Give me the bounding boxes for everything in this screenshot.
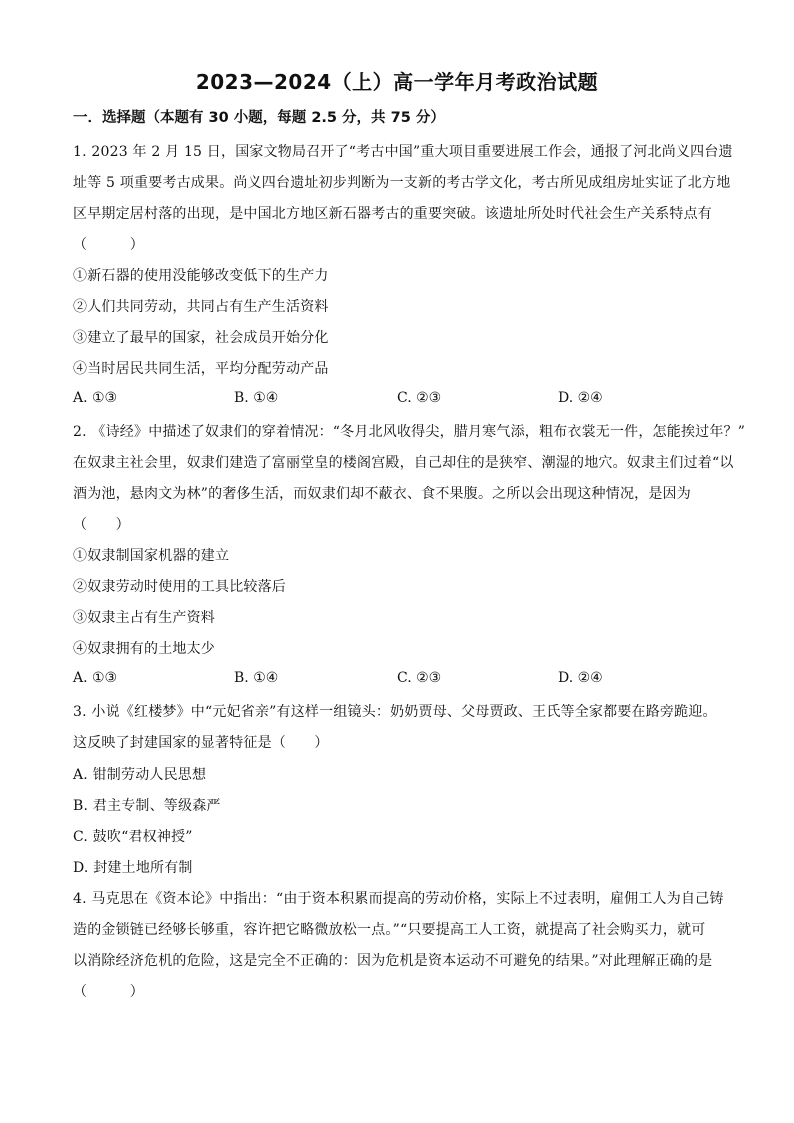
q2-option-d[interactable]: D. ②④ bbox=[558, 670, 603, 686]
q3-option-a[interactable]: A. 钳制劳动人民思想 bbox=[73, 767, 207, 783]
q2-answer-blank: （ ） bbox=[73, 517, 130, 533]
q1-option-d[interactable]: D. ②④ bbox=[558, 390, 603, 406]
q1-item: ①新石器的使用没能够改变低下的生产力 bbox=[73, 268, 329, 284]
q1-answer-blank: （ ） bbox=[73, 237, 144, 253]
q1-item: ④当时居民共同生活，平均分配劳动产品 bbox=[73, 361, 329, 377]
q1-item: ②人们共同劳动，共同占有生产生活资料 bbox=[73, 299, 329, 315]
q2-option-c[interactable]: C. ②③ bbox=[397, 670, 442, 686]
q3-option-c[interactable]: C. 鼓吹“君权神授” bbox=[73, 829, 193, 845]
q1-stem-line: 址等 5 项重要考古成果。尚义四台遗址初步判断为一支新的考古学文化，考古所见成组房址实证了北方地 bbox=[73, 175, 731, 191]
q4-answer-blank: （ ） bbox=[73, 984, 144, 1000]
q1-option-c[interactable]: C. ②③ bbox=[397, 390, 442, 406]
q4-stem-line: 4. 马克思在《资本论》中指出：“由于资本积累而提高的劳动价格，实际上不过表明，雇佣工人为自己铸 bbox=[73, 891, 724, 907]
section-heading: 一．选择题（本题有 30 小题，每题 2.5 分，共 75 分） bbox=[73, 110, 445, 126]
q2-option-b[interactable]: B. ①④ bbox=[234, 670, 279, 686]
q1-option-b[interactable]: B. ①④ bbox=[234, 390, 279, 406]
q4-stem-line: 造的金锁链已经够长够重，容许把它略微放松一点。”“只要提高工人工资，就提高了社会购买力，就可 bbox=[73, 922, 706, 938]
q1-item: ③建立了最早的国家，社会成员开始分化 bbox=[73, 330, 329, 346]
q1-stem-line: 区早期定居村落的出现，是中国北方地区新石器考古的重要突破。该遗址所处时代社会生产关系特点有 bbox=[73, 206, 712, 222]
q2-stem-line: 2. 《诗经》中描述了奴隶们的穿着情况：“冬月北风收得尖，腊月寒气添，粗布衣裳无一件，怎能挨过年？” bbox=[73, 424, 746, 440]
q2-option-a[interactable]: A. ①③ bbox=[73, 670, 118, 686]
q2-item: ②奴隶劳动时使用的工具比较落后 bbox=[73, 579, 286, 595]
q3-stem-line: 3. 小说《红楼梦》中“元妃省亲”有这样一组镜头：奶奶贾母、父母贾政、王氏等全家都要在路旁跪迎。 bbox=[73, 704, 717, 720]
q1-option-a[interactable]: A. ①③ bbox=[73, 390, 118, 406]
q2-stem-line: 在奴隶主社会里，奴隶们建造了富丽堂皇的楼阁宫殿，自己却住的是狭窄、潮湿的地穴。奴隶主们过着“以 bbox=[73, 455, 734, 471]
q3-option-b[interactable]: B. 君主专制、等级森严 bbox=[73, 798, 221, 814]
q4-stem-line: 以消除经济危机的危险，这是完全不正确的：因为危机是资本运动不可避免的结果。”对此理解正确的是 bbox=[73, 953, 713, 969]
q3-stem-line: 这反映了封建国家的显著特征是（ ） bbox=[73, 735, 329, 751]
page-title: 2023—2024（上）高一学年月考政治试题 bbox=[195, 70, 599, 94]
q3-option-d[interactable]: D. 封建土地所有制 bbox=[73, 860, 193, 876]
q2-item: ①奴隶制国家机器的建立 bbox=[73, 548, 230, 564]
q1-stem-line: 1. 2023 年 2 月 15 日，国家文物局召开了“考古中国”重大项目重要进展工作会，通报了河北尚义四台遗 bbox=[73, 144, 733, 160]
q2-item: ③奴隶主占有生产资料 bbox=[73, 610, 215, 626]
q2-stem-line: 酒为池，悬肉文为林”的奢侈生活，而奴隶们却不蔽衣、食不果腹。之所以会出现这种情况，是因为 bbox=[73, 486, 691, 502]
q2-item: ④奴隶拥有的土地太少 bbox=[73, 641, 215, 657]
